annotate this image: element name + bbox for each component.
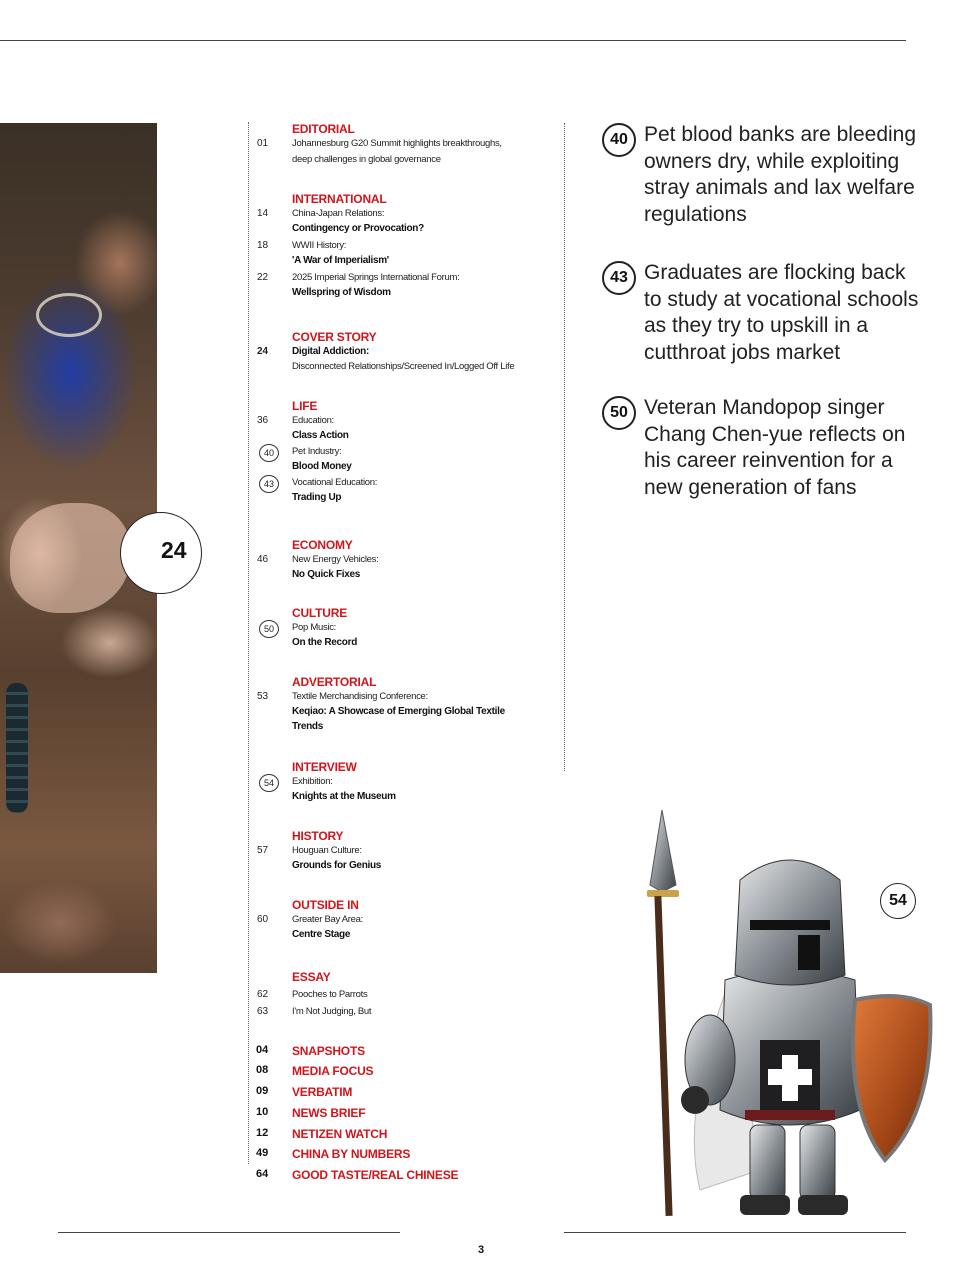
entry-line: New Energy Vehicles: bbox=[292, 554, 379, 565]
entry-title: Centre Stage bbox=[292, 929, 351, 940]
misc-title: GOOD TASTE/REAL CHINESE bbox=[292, 1168, 459, 1182]
toc-right-rule bbox=[564, 123, 565, 771]
page-ref-circled: 54 bbox=[259, 774, 279, 792]
page-ref: 57 bbox=[257, 845, 269, 856]
page-ref: 12 bbox=[256, 1127, 269, 1139]
section-title: COVER STORY bbox=[292, 330, 377, 344]
page-ref: 36 bbox=[257, 415, 269, 426]
entry-line: Greater Bay Area: bbox=[292, 914, 363, 925]
entry-line: Education: bbox=[292, 415, 334, 426]
entry-title: Keqiao: A Showcase of Emerging Global Textile bbox=[292, 706, 505, 717]
page-ref: 22 bbox=[257, 272, 269, 283]
knight-illustration bbox=[640, 810, 940, 1220]
spear-guard bbox=[647, 890, 679, 897]
highlight-badge: 50 bbox=[602, 396, 636, 430]
entry-line: Pooches to Parrots bbox=[292, 989, 368, 1000]
entry-title: Contingency or Provocation? bbox=[292, 223, 424, 234]
highlight-text: Graduates are flocking back to study at vocational schools as they try to upskill in a cutthroat jobs market bbox=[644, 261, 919, 364]
knight-shield bbox=[853, 996, 930, 1160]
misc-title: CHINA BY NUMBERS bbox=[292, 1147, 411, 1161]
entry-title: Wellspring of Wisdom bbox=[292, 287, 391, 298]
section-title: INTERVIEW bbox=[292, 760, 357, 774]
page-ref-circled: 43 bbox=[259, 475, 279, 493]
cover-story-marker-number: 24 bbox=[161, 537, 187, 563]
misc-title: SNAPSHOTS bbox=[292, 1044, 365, 1058]
table-of-contents bbox=[248, 122, 559, 1182]
misc-title: NEWS BRIEF bbox=[292, 1106, 366, 1120]
page-ref: 46 bbox=[257, 554, 269, 565]
page-ref: 49 bbox=[256, 1147, 269, 1159]
page-ref: 01 bbox=[257, 138, 269, 149]
bottom-rule-right bbox=[564, 1232, 906, 1233]
page-ref-circled: 50 bbox=[259, 620, 279, 638]
cover-photo-glasses bbox=[36, 293, 102, 337]
page-ref: 64 bbox=[256, 1168, 269, 1180]
entry-line: 2025 Imperial Springs International Forum: bbox=[292, 272, 460, 283]
page-ref: 10 bbox=[256, 1106, 269, 1118]
entry-line: Johannesburg G20 Summit highlights breakthroughs, bbox=[292, 138, 502, 149]
entry-line: Pop Music: bbox=[292, 622, 336, 633]
section-title: EDITORIAL bbox=[292, 122, 355, 136]
knight-gauntlet bbox=[681, 1086, 709, 1114]
top-rule bbox=[0, 40, 906, 41]
page-ref: 63 bbox=[257, 1006, 269, 1017]
entry-line: deep challenges in global governance bbox=[292, 154, 441, 165]
misc-title: VERBATIM bbox=[292, 1085, 353, 1099]
page-ref: 60 bbox=[257, 914, 269, 925]
entry-title: On the Record bbox=[292, 637, 357, 648]
entry-line: I'm Not Judging, But bbox=[292, 1006, 372, 1017]
entry-title: 'A War of Imperialism' bbox=[292, 255, 389, 266]
misc-title: NETIZEN WATCH bbox=[292, 1127, 388, 1141]
section-title: CULTURE bbox=[292, 606, 348, 620]
page-ref: 09 bbox=[256, 1085, 269, 1097]
entry-line: Exhibition: bbox=[292, 776, 333, 787]
entry-line: Vocational Education: bbox=[292, 477, 378, 488]
highlight-badge: 40 bbox=[602, 123, 636, 157]
section-title: INTERNATIONAL bbox=[292, 192, 387, 206]
knight-right-boot bbox=[798, 1195, 848, 1215]
section-title: OUTSIDE IN bbox=[292, 898, 359, 912]
entry-title: Blood Money bbox=[292, 461, 352, 472]
page-ref: 53 bbox=[257, 691, 269, 702]
page-ref: 62 bbox=[257, 989, 269, 1000]
bottom-rule-left bbox=[58, 1232, 400, 1233]
section-title: HISTORY bbox=[292, 829, 344, 843]
entry-title: Class Action bbox=[292, 430, 349, 441]
section-title: ADVERTORIAL bbox=[292, 675, 377, 689]
entry-line: Pet Industry: bbox=[292, 446, 342, 457]
entry-line: Disconnected Relationships/Screened In/Logged Off Life bbox=[292, 361, 515, 372]
page-ref: 08 bbox=[256, 1064, 269, 1076]
highlight-text: Pet blood banks are bleeding owners dry, while exploiting stray animals and lax welfare regulations bbox=[644, 123, 917, 226]
section-title: ECONOMY bbox=[292, 538, 353, 552]
page-number: 3 bbox=[478, 1244, 485, 1256]
entry-title: Digital Addiction: bbox=[292, 346, 369, 357]
section-title: ESSAY bbox=[292, 970, 331, 984]
knight-right-leg bbox=[800, 1125, 835, 1200]
entry-line: WWII History: bbox=[292, 240, 347, 251]
page-ref: 18 bbox=[257, 240, 269, 251]
page-ref: 14 bbox=[257, 208, 269, 219]
knight-left-leg bbox=[750, 1125, 785, 1200]
section-title: LIFE bbox=[292, 399, 318, 413]
entry-title: Trends bbox=[292, 721, 323, 732]
misc-title: MEDIA FOCUS bbox=[292, 1064, 374, 1078]
cover-photo-bracelet bbox=[6, 683, 28, 813]
knight-left-boot bbox=[740, 1195, 790, 1215]
entry-title: Grounds for Genius bbox=[292, 860, 382, 871]
entry-title: Knights at the Museum bbox=[292, 791, 396, 802]
knight-page-marker[interactable]: 54 bbox=[880, 883, 916, 919]
helmet-visor bbox=[750, 920, 830, 930]
entry-line: Textile Merchandising Conference: bbox=[292, 691, 428, 702]
cover-photo-hand bbox=[10, 503, 130, 613]
entry-line: China-Japan Relations: bbox=[292, 208, 385, 219]
entry-title: No Quick Fixes bbox=[292, 569, 361, 580]
entry-title: Trading Up bbox=[292, 492, 342, 503]
page-ref-circled: 40 bbox=[259, 444, 279, 462]
knight-belt bbox=[745, 1110, 835, 1120]
entry-line: Houguan Culture: bbox=[292, 845, 362, 856]
page-ref: 24 bbox=[257, 346, 269, 357]
spear-head bbox=[650, 810, 676, 892]
highlight-badge: 43 bbox=[602, 261, 636, 295]
spear-shaft bbox=[654, 896, 672, 1216]
page-ref: 04 bbox=[256, 1044, 269, 1056]
highlight-text: Veteran Mandopop singer Chang Chen-yue reflects on his career reinvention for a new generation of fans bbox=[644, 396, 906, 499]
helmet-vent bbox=[798, 935, 820, 970]
